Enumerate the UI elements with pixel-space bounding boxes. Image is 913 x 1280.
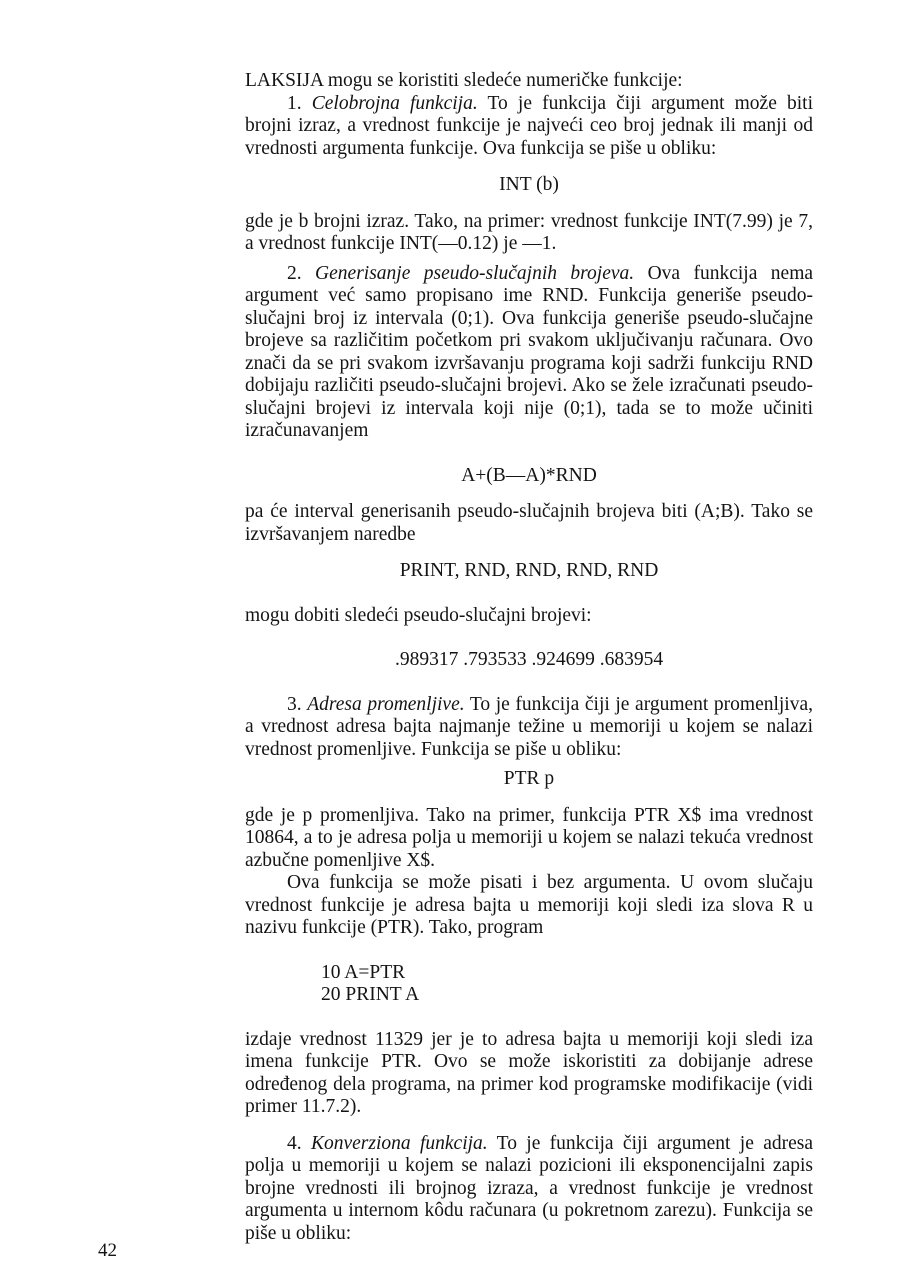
section-3-after: gde je p promenljiva. Tako na primer, funkcija PTR X$ ima vrednost 10864, a to je adresa polja u memoriji u kojem se nalazi tekuća vrednost azbučne pomenljive X$. [245,804,813,871]
section-1-after: gde je b brojni izraz. Tako, na primer: vrednost funkcije INT(7.99) je 7, a vrednost funkcije INT(—0.12) je —1. [245,210,813,254]
formula-rnd: A+(B—A)*RND [461,464,597,486]
section-1-body: To je funkcija čiji argument može biti brojni izraz, a vrednost funkcije je najveći ceo broj jednak ili manji od vrednosti argumenta funkcije. Ova funkcija se piše u obliku: [245,92,813,159]
random-numbers: .989317 .793533 .924699 .683954 [394,649,664,670]
section-4-number: 4. [287,1132,311,1154]
section-2-after: pa će interval generisanih pseudo-slučajnih brojeva biti (A;B). Tako se izvršavanjem naredbe [245,501,813,545]
formula-ptr: PTR p [503,768,555,789]
code-line-1: 10 A=PTR [321,961,406,983]
section-3-after2: izdaje vrednost 11329 jer je to adresa bajta u memoriji koji sledi iza imena funkcije PTR. Ovo se može iskoristiti za dobijanje adrese određenog dela programa, na primer kod programske modifikacije (vidi primer 11.7.2). [245,1028,813,1117]
section-3-number: 3. [287,693,308,715]
section-3-para2: Ova funkcija se može pisati i bez argumenta. U ovom slučaju vrednost funkcije je adresa bajta u memoriji koji sledi iza slova R u nazivu funkcije (PTR). Tako, program [245,872,813,938]
section-3-title: Adresa promenljive. [307,693,465,715]
section-2-number: 2. [287,262,316,284]
intro-line: LAKSIJA mogu se koristiti sledeće numeričke funkcije: [245,70,683,91]
section-2-paragraph [245,263,813,443]
section-2-after2: mogu dobiti sledeći pseudo-slučajni brojevi: [245,604,592,626]
section-4-paragraph [245,1133,813,1246]
section-4-body: To je funkcija čiji argument je adresa polja u memoriji u kojem se nalazi pozicioni ili eksponencijalni zapis brojne vrednosti ili brojnog izraza, a vrednost funkcije je vrednost argumenta u internom kôdu računara (u pokretnom zarezu). Funkcija se piše u obliku: [245,1132,813,1244]
formula-print: PRINT, RND, RND, RND, RND [399,560,659,581]
section-2-body: Ova funkcija nema argument već samo propisano ime RND. Funkcija generiše pseudo-slučajni broj iz intervala (0;1). Ova funkcija generiše pseudo-slučajne brojeve sa različitim početkom pri svakom uključivanju računara. Ovo znači da se pri svakom izvršavanju programa koji sadrži funkciju RND dobijaju različiti pseudo-slučajni brojevi. Ako se žele izračunati pseudo-slučajni brojevi iz intervala koji nije (0;1), tada se to može učiniti izračunavanjem [245,262,814,441]
section-1-number: 1. [287,92,312,114]
page-number: 42 [98,1240,117,1261]
page-body [245,70,813,1245]
formula-int: INT (b) [499,174,559,195]
section-3-body: To je funkcija čiji je argument promenljiva, a vrednost adresa bajta najmanje težine u memoriji u kojem se nalazi vrednost promenljive. Funkcija se piše u obliku: [245,693,814,760]
section-1-title: Celobrojna funkcija. [311,92,478,114]
section-4-title: Konverziona funkcija. [310,1132,488,1154]
section-2-title: Generisanje pseudo-slučajnih brojeva. [315,262,635,284]
section-3-paragraph [245,694,813,762]
section-1-paragraph [245,93,813,161]
code-line-2: 20 PRINT A [321,984,420,1005]
